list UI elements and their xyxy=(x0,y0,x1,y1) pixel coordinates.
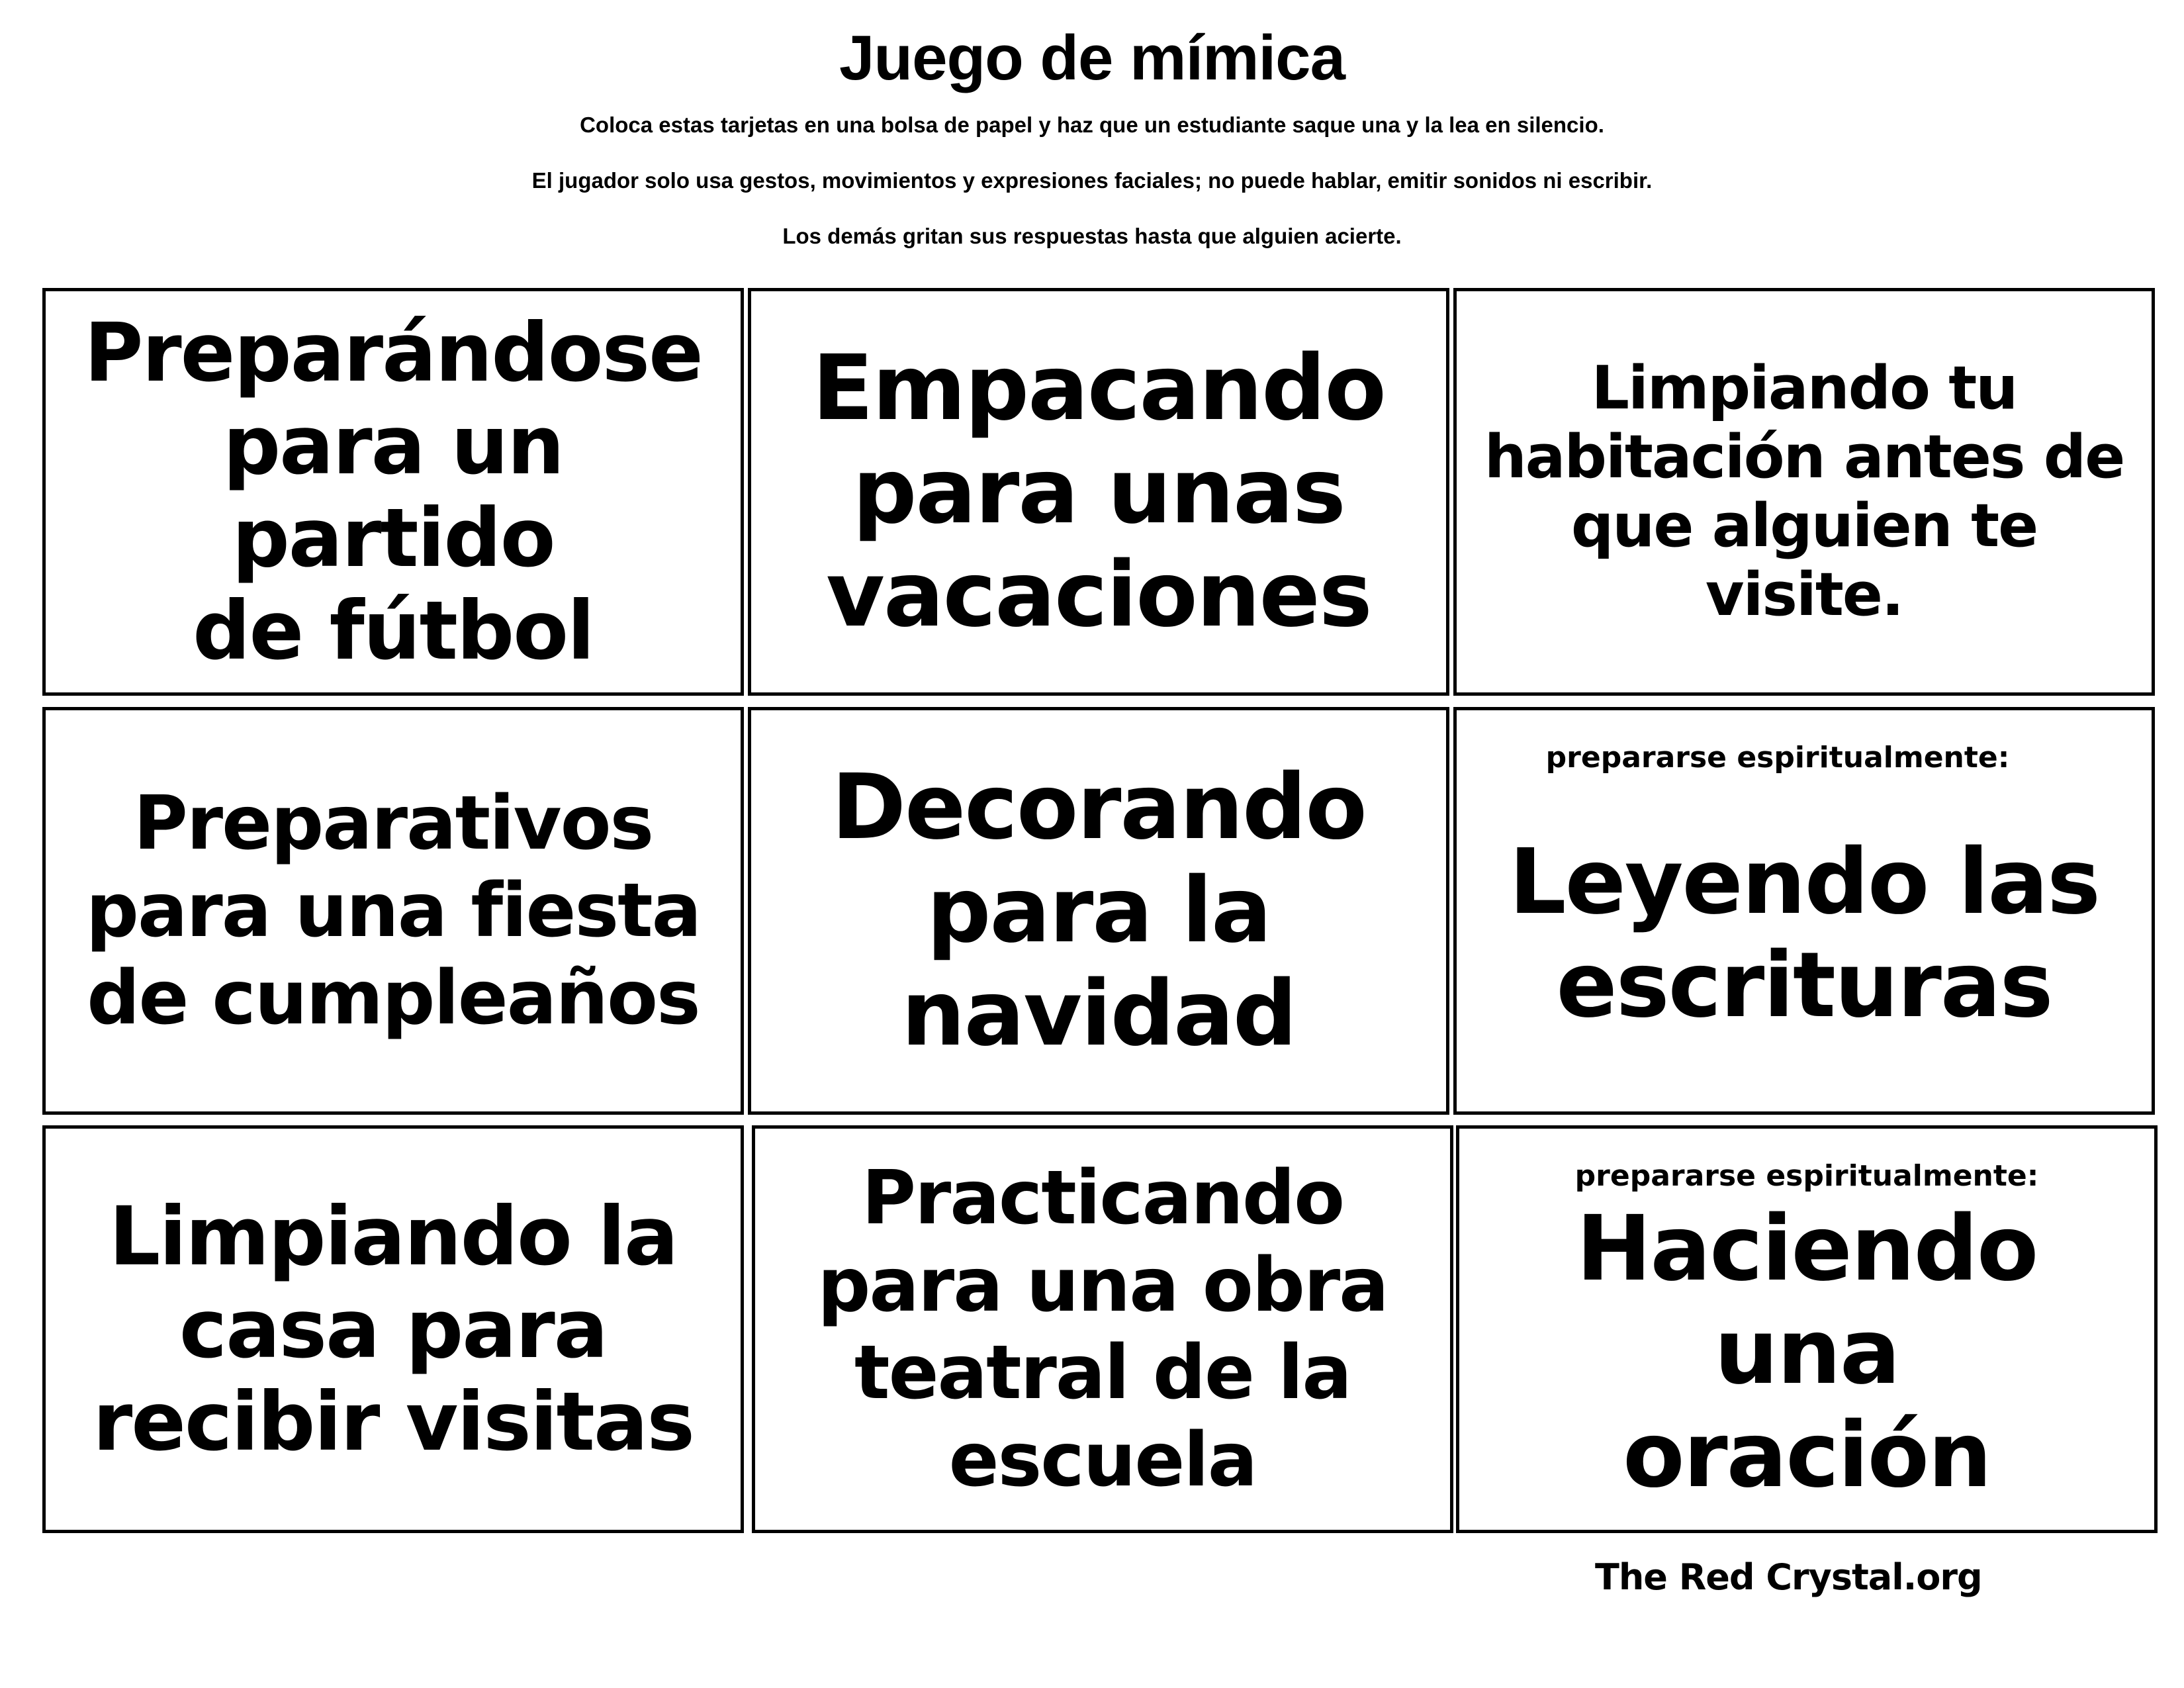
card-line: escuela xyxy=(948,1417,1257,1503)
card-line: recibir visitas xyxy=(93,1375,694,1469)
page-title: Juego de mímica xyxy=(839,23,1345,93)
card-note: prepararse espiritualmente: xyxy=(1545,741,2010,774)
card-line: para unas xyxy=(852,440,1345,544)
card-line: para la xyxy=(927,859,1271,963)
charade-card xyxy=(1453,707,2155,1115)
card-phrase xyxy=(60,780,727,1042)
card-phrase xyxy=(1457,354,2152,630)
charade-card xyxy=(752,1125,1453,1533)
card-line: oración xyxy=(1623,1403,1991,1508)
card-line: Preparándose xyxy=(84,306,702,400)
card-line: para una obra xyxy=(817,1243,1388,1329)
charade-card xyxy=(42,707,744,1115)
card-line: Haciendo una xyxy=(1576,1197,2038,1405)
card-line: escrituras xyxy=(1556,933,2052,1038)
card-line: vacaciones xyxy=(826,543,1371,647)
card-phrase xyxy=(66,1190,720,1468)
charade-card xyxy=(748,707,1449,1115)
card-line: para un partido xyxy=(222,399,564,585)
card-line: que alguien te visite. xyxy=(1570,491,2038,630)
charade-card xyxy=(1453,288,2155,696)
charade-card xyxy=(42,288,744,696)
card-line: habitación antes de xyxy=(1484,422,2124,492)
card-line: Leyendo las xyxy=(1508,830,2100,935)
card-phrase xyxy=(1459,1197,2154,1507)
card-note: prepararse espiritualmente: xyxy=(1574,1159,2039,1193)
charade-card xyxy=(1456,1125,2158,1533)
card-line: casa para xyxy=(179,1282,608,1376)
instruction-line: Coloca estas tarjetas en una bolsa de papel y haz que un estudiante saque una y la lea en silencio. xyxy=(580,113,1604,137)
card-phrase xyxy=(791,1154,1414,1504)
charade-card xyxy=(42,1125,744,1533)
card-phrase xyxy=(1482,831,2126,1037)
instruction-line: Los demás gritan sus respuestas hasta que alguien acierte. xyxy=(782,224,1402,248)
card-phrase xyxy=(805,756,1392,1066)
card-line: Practicando xyxy=(861,1155,1344,1241)
card-line: Empacando xyxy=(812,336,1385,441)
card-line: Limpiando la xyxy=(109,1190,678,1284)
card-line: navidad xyxy=(901,962,1297,1066)
card-phrase xyxy=(786,337,1412,647)
card-phrase xyxy=(46,306,741,677)
charade-card xyxy=(748,288,1449,696)
card-line: de cumpleaños xyxy=(87,955,700,1041)
card-line: para una fiesta xyxy=(85,868,701,954)
card-line: teatral de la xyxy=(854,1330,1351,1416)
card-line: de fútbol xyxy=(193,584,594,678)
card-line: Decorando xyxy=(831,755,1366,860)
site-credit: The Red Crystal.org xyxy=(1595,1556,1982,1598)
card-line: Preparativos xyxy=(133,780,653,867)
instruction-line: El jugador solo usa gestos, movimientos y expresiones faciales; no puede hablar, emitir sonidos ni escribir. xyxy=(531,168,1653,193)
card-line: Limpiando tu xyxy=(1591,353,2017,423)
